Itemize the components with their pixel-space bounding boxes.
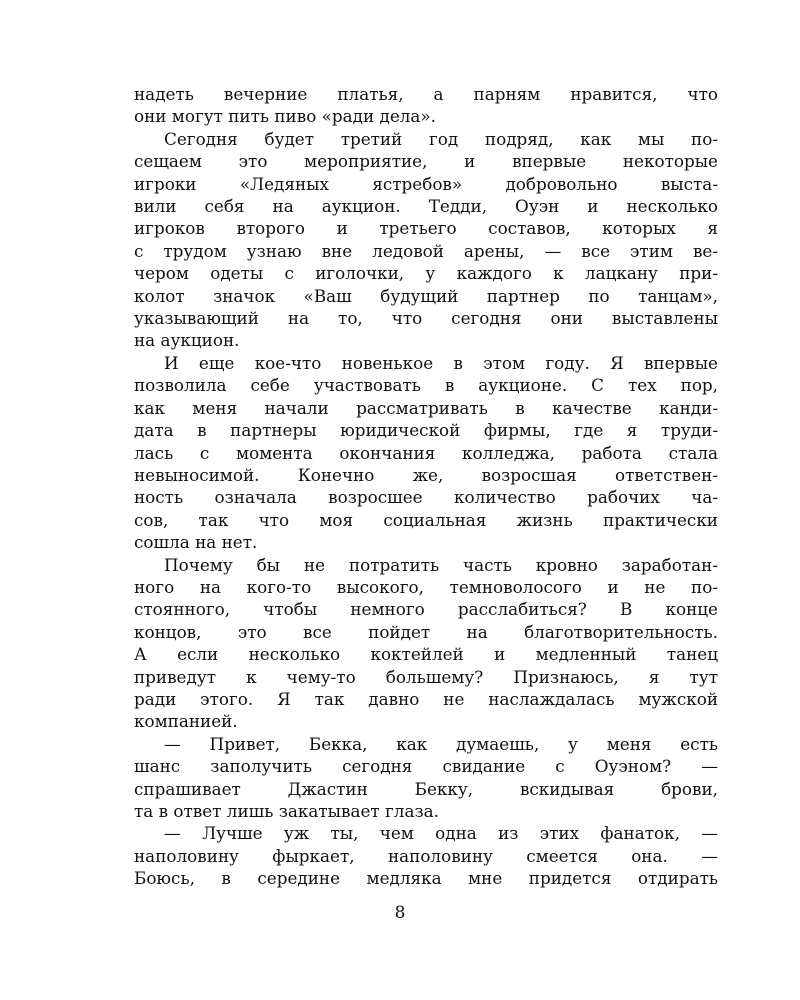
text-line: сещаем это мероприятие, и впервые некоторые [134, 151, 718, 172]
text-line: И еще кое-что новенькое в этом году. Я впервые [164, 352, 718, 373]
text-line: лась с момента окончания колледжа, работа стала [134, 442, 718, 463]
text-line: — Привет, Бекка, как думаешь, у меня есть [164, 733, 718, 754]
text-line: чером одеты с иголочки, у каждого к лацкану при- [134, 263, 718, 284]
text-line: ность означала возросшее количество рабочих ча- [134, 487, 718, 508]
text-line: сошла на нет. [134, 532, 258, 553]
paragraph [134, 128, 718, 352]
text-line: надеть вечерние платья, а парням нравится, что [134, 84, 718, 104]
text-line: дата в партнеры юридической фирмы, где я труди- [134, 420, 718, 441]
paragraph [134, 733, 718, 823]
text-line: на аукцион. [134, 330, 240, 351]
text-line: игроки «Ледяных ястребов» добровольно выста- [134, 173, 718, 194]
text-line: шанс заполучить сегодня свидание с Оуэном? — [134, 756, 718, 777]
text-line: с трудом узнаю вне ледовой арены, — все этим ве- [134, 240, 718, 261]
text-line: позволила себе участвовать в аукционе. С тех пор, [134, 375, 718, 396]
text-line: указывающий на то, что сегодня они выставлены [134, 308, 718, 329]
paragraph [134, 352, 718, 554]
text-line: сов, так что моя социальная жизнь практически [134, 509, 718, 530]
text-line: ради этого. Я так давно не наслаждалась мужской [134, 688, 718, 709]
page-number: 8 [394, 903, 406, 923]
text-line: стоянного, чтобы немного расслабиться? В конце [134, 599, 718, 620]
text-line: А если несколько коктейлей и медленный танец [134, 644, 718, 665]
text-line: Почему бы не потратить часть кровно заработан- [164, 554, 718, 575]
text-line: вили себя на аукцион. Тедди, Оуэн и несколько [134, 196, 718, 217]
text-line: колот значок «Ваш будущий партнер по танцам», [134, 285, 718, 306]
text-line: спрашивает Джастин Бекку, вскидывая брови, [134, 778, 718, 799]
text-line: игроков второго и третьего составов, которых я [134, 218, 718, 239]
text-line: ного на кого-то высокого, темноволосого и не по- [134, 576, 718, 597]
text-line: Сегодня будет третий год подряд, как мы по- [164, 128, 718, 149]
paragraph [134, 83, 718, 128]
text-line: концов, это все пойдет на благотворительность. [134, 621, 718, 642]
text-line: Боюсь, в середине медляка мне придется отдирать [134, 868, 718, 889]
text-line: как меня начали рассматривать в качестве канди- [134, 397, 718, 418]
paragraph [134, 822, 718, 889]
text-line: — Лучше уж ты, чем одна из этих фанаток, — [164, 823, 718, 844]
paragraph [134, 554, 718, 733]
text-line: приведут к чему-то большему? Признаюсь, я тут [134, 666, 718, 687]
page-body [134, 83, 718, 890]
text-line: та в ответ лишь закатывает глаза. [134, 801, 439, 821]
text-line: они могут пить пиво «ради дела». [134, 106, 437, 127]
text-line: невыносимой. Конечно же, возросшая ответствен- [134, 464, 718, 485]
text-line: компанией. [134, 711, 238, 732]
text-line: наполовину фыркает, наполовину смеется она. — [134, 845, 718, 866]
